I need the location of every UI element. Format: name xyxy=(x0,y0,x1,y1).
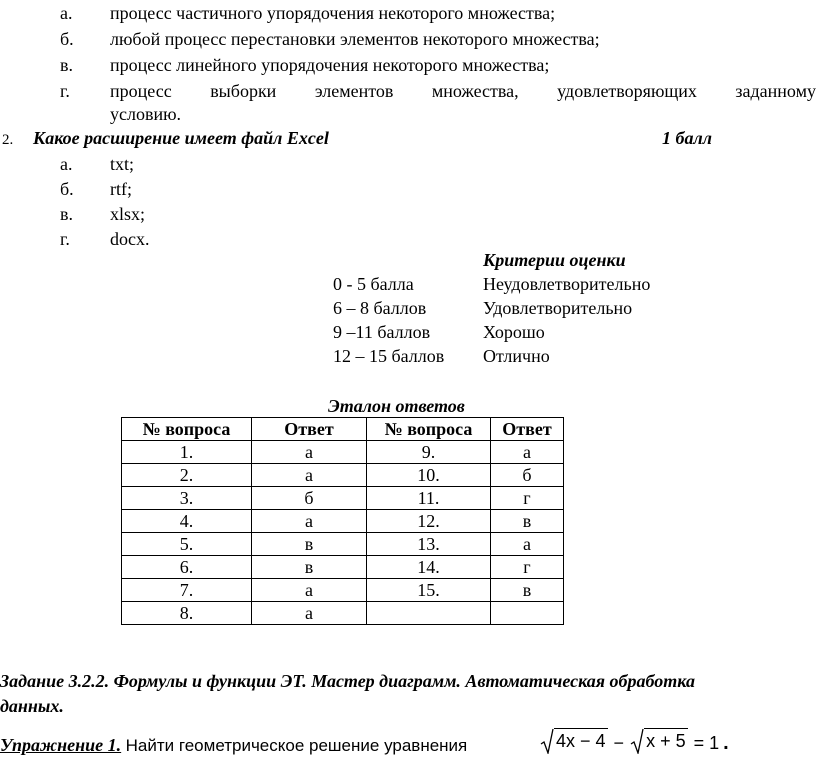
trailing-period: . xyxy=(723,732,729,754)
answers-title: Эталон ответов xyxy=(328,396,465,416)
table-cell: 13. xyxy=(367,533,491,556)
column-header: Ответ xyxy=(252,418,367,441)
option-text: docx. xyxy=(110,229,150,249)
option-text: xlsx; xyxy=(110,204,146,224)
table-cell: а xyxy=(491,533,564,556)
column-header: № вопроса xyxy=(367,418,491,441)
radicand: 4x − 4 xyxy=(554,728,608,753)
criteria-row xyxy=(333,344,550,368)
table-cell xyxy=(367,602,491,625)
table-cell: а xyxy=(252,510,367,533)
radical-icon xyxy=(540,728,554,754)
table-row xyxy=(122,602,564,625)
criteria-range: 6 – 8 баллов xyxy=(333,298,427,318)
criteria-title: Критерии оценки xyxy=(483,250,626,270)
table-row xyxy=(122,510,564,533)
word: выборки xyxy=(210,81,277,101)
exercise xyxy=(0,733,467,758)
question-text: Какое расширение имеет файл Excel xyxy=(33,128,329,148)
equation-rhs: = 1 xyxy=(693,733,720,753)
table-cell: а xyxy=(252,464,367,487)
table-cell: 3. xyxy=(122,487,252,510)
option-marker: б. xyxy=(60,29,74,49)
criteria-grade: Неудовлетворительно xyxy=(483,274,651,294)
table-cell: 11. xyxy=(367,487,491,510)
option-marker: в. xyxy=(60,204,73,224)
criteria-range: 12 – 15 баллов xyxy=(333,346,445,366)
table-cell: 14. xyxy=(367,556,491,579)
table-cell: в xyxy=(491,579,564,602)
option-text: txt; xyxy=(110,154,135,174)
question-number: 2. xyxy=(2,132,14,148)
table-row xyxy=(122,533,564,556)
table-cell: в xyxy=(252,556,367,579)
word: удовлетворяющих xyxy=(557,81,697,101)
option-text: rtf; xyxy=(110,179,132,199)
radical-icon xyxy=(630,728,644,754)
table-row xyxy=(122,464,564,487)
option-text: процесс линейного упорядочения некоторого множества; xyxy=(110,55,550,75)
task-heading-continuation: данных. xyxy=(0,696,64,716)
criteria-range: 9 –11 баллов xyxy=(333,322,431,342)
option-text: процесс частичного упорядочения некоторого множества; xyxy=(110,3,556,23)
table-cell: а xyxy=(491,441,564,464)
table-cell: 9. xyxy=(367,441,491,464)
table-cell: а xyxy=(252,579,367,602)
option-d xyxy=(60,79,110,103)
minus-sign: − xyxy=(613,733,625,753)
word: множества, xyxy=(431,81,519,101)
table-cell: б xyxy=(491,464,564,487)
table-cell: 10. xyxy=(367,464,491,487)
option-b xyxy=(60,27,600,51)
sqrt-right xyxy=(630,727,688,755)
option-marker: б. xyxy=(60,179,74,199)
option-d xyxy=(60,227,150,251)
criteria-row xyxy=(333,320,545,344)
criteria-row xyxy=(333,296,632,320)
equation xyxy=(540,727,729,755)
table-cell: 5. xyxy=(122,533,252,556)
option-text: любой процесс перестановки элементов некоторого множества; xyxy=(110,29,600,49)
table-cell: а xyxy=(252,441,367,464)
criteria-grade: Хорошо xyxy=(483,322,545,342)
table-row xyxy=(122,556,564,579)
option-marker: г. xyxy=(60,229,70,249)
table-cell: 4. xyxy=(122,510,252,533)
table-row xyxy=(122,579,564,602)
table-header-row xyxy=(122,418,564,441)
table-cell: в xyxy=(252,533,367,556)
table-cell: г xyxy=(491,556,564,579)
option-marker: а. xyxy=(60,3,73,23)
criteria-range: 0 - 5 балла xyxy=(333,274,414,294)
table-cell: а xyxy=(252,602,367,625)
exercise-text: Найти геометрическое решение уравнения xyxy=(125,736,468,755)
table-cell: в xyxy=(491,510,564,533)
option-c xyxy=(60,53,549,77)
option-marker: в. xyxy=(60,55,73,75)
option-marker: г. xyxy=(60,81,70,101)
word: элементов xyxy=(314,81,394,101)
question-points: 1 балл xyxy=(662,128,712,148)
table-cell: 12. xyxy=(367,510,491,533)
table-cell: б xyxy=(252,487,367,510)
table-row xyxy=(122,441,564,464)
criteria-row xyxy=(333,272,650,296)
answers-table xyxy=(121,417,564,625)
table-cell: 7. xyxy=(122,579,252,602)
radicand: x + 5 xyxy=(644,728,688,753)
table-cell: г xyxy=(491,487,564,510)
word: заданному xyxy=(735,81,816,101)
option-d-continuation: условию. xyxy=(110,104,182,124)
option-marker: а. xyxy=(60,154,73,174)
option-d-text xyxy=(110,79,816,103)
word: процесс xyxy=(110,81,172,101)
column-header: Ответ xyxy=(491,418,564,441)
table-cell: 1. xyxy=(122,441,252,464)
option-c xyxy=(60,202,145,226)
criteria-grade: Отлично xyxy=(483,346,550,366)
option-b xyxy=(60,177,132,201)
option-a xyxy=(60,152,134,176)
sqrt-left xyxy=(540,727,608,755)
table-row xyxy=(122,487,564,510)
task-heading: Задание 3.2.2. Формулы и функции ЭТ. Мастер диаграмм. Автоматическая обработка xyxy=(0,671,695,691)
criteria-grade: Удовлетворительно xyxy=(483,298,633,318)
table-cell: 15. xyxy=(367,579,491,602)
table-cell: 8. xyxy=(122,602,252,625)
table-cell xyxy=(491,602,564,625)
exercise-label: Упражнение 1. xyxy=(0,735,122,755)
table-cell: 6. xyxy=(122,556,252,579)
table-cell: 2. xyxy=(122,464,252,487)
option-a xyxy=(60,1,555,25)
column-header: № вопроса xyxy=(122,418,252,441)
